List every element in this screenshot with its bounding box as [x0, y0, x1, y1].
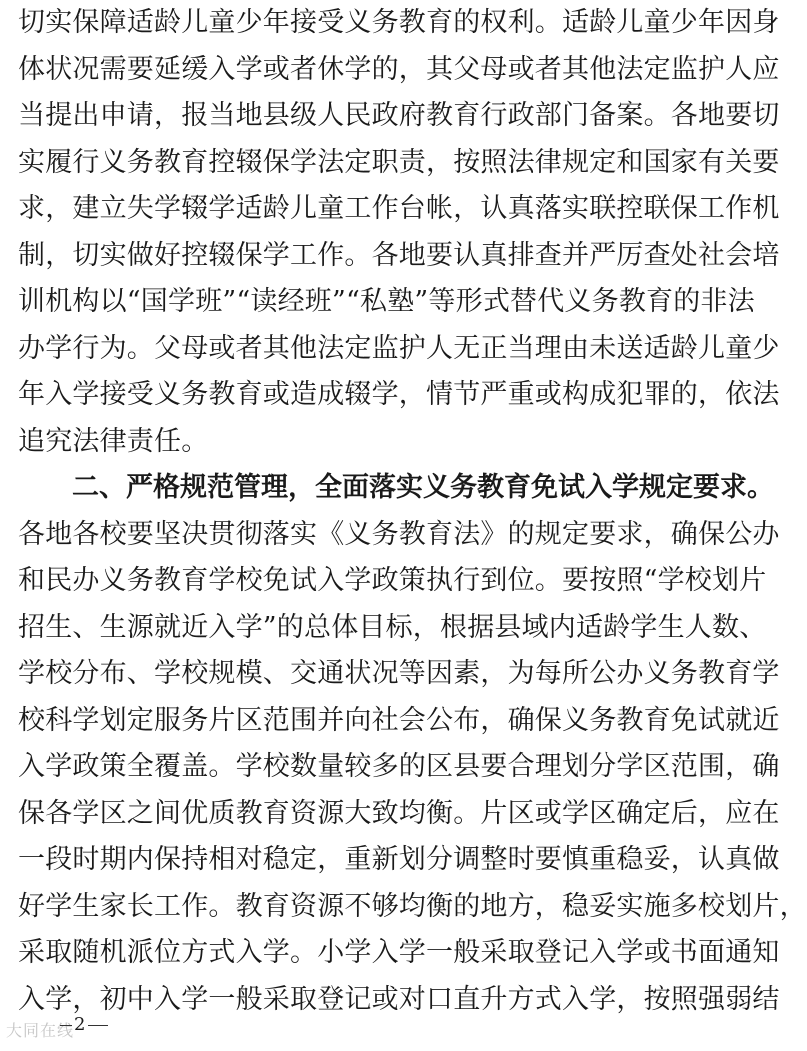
watermark: 大同在线 — [6, 1021, 75, 1040]
text-line: 保各学区之间优质教育资源大致均衡。片区或学区确定后，应在 — [18, 797, 780, 829]
text-line: 办学行为。父母或者其他法定监护人无正当理由未送适龄儿童少 — [18, 332, 780, 364]
page-number: 2 — [60, 1014, 108, 1035]
text-line: 入学政策全覆盖。学校数量较多的区县要合理划分学区范围，确 — [18, 751, 780, 782]
text-line: 好学生家长工作。教育资源不够均衡的地方，稳妥实施多校划片， — [18, 890, 807, 922]
text-line: 学校分布、学校规模、交通状况等因素，为每所公办义务教育学 — [18, 658, 780, 689]
text-line: 采取随机派位方式入学。小学入学一般采取登记入学或书面通知 — [18, 937, 780, 968]
text-line: 制，切实做好控辍保学工作。各地要认真排查并严厉查处社会培 — [18, 239, 780, 271]
section-heading: 二、严格规范管理，全面落实义务教育免试入学规定要求。 — [72, 472, 774, 503]
text-line: 训机构以“国学班”“读经班”“私塾”等形式替代义务教育的非法 — [18, 286, 755, 317]
text-line: 各地各校要坚决贯彻落实《义务教育法》的规定要求，确保公办 — [18, 518, 780, 550]
text-line: 当提出申请，报当地县级人民政府教育行政部门备案。各地要切 — [18, 100, 780, 131]
text-line: 体状况需要延缓入学或者休学的，其父母或者其他法定监护人应 — [18, 53, 780, 85]
text-line: 招生、生源就近入学”的总体目标，根据县域内适龄学生人数、 — [18, 611, 767, 643]
text-line: 年入学接受义务教育或造成辍学，情节严重或构成犯罪的，依法 — [18, 379, 780, 410]
text-line: 和民办义务教育学校免试入学政策执行到位。要按照“学校划片 — [18, 565, 767, 596]
body-text — [18, 0, 807, 1023]
text-line: 入学，初中入学一般采取登记或对口直升方式入学，按照强弱结 — [18, 983, 780, 1015]
text-line: 一段时期内保持相对稳定，重新划分调整时要慎重稳妥，认真做 — [18, 844, 780, 875]
text-line: 实履行义务教育控辍保学法定职责，按照法律规定和国家有关要 — [18, 146, 780, 178]
text-line: 追究法律责任。 — [18, 425, 209, 457]
text-line: 切实保障适龄儿童少年接受义务教育的权利。适龄儿童少年因身 — [18, 7, 780, 38]
text-line: 校科学划定服务片区范围并向社会公布，确保义务教育免试就近 — [18, 704, 780, 736]
text-line: 求，建立失学辍学适龄儿童工作台帐，认真落实联控联保工作机 — [18, 193, 780, 224]
